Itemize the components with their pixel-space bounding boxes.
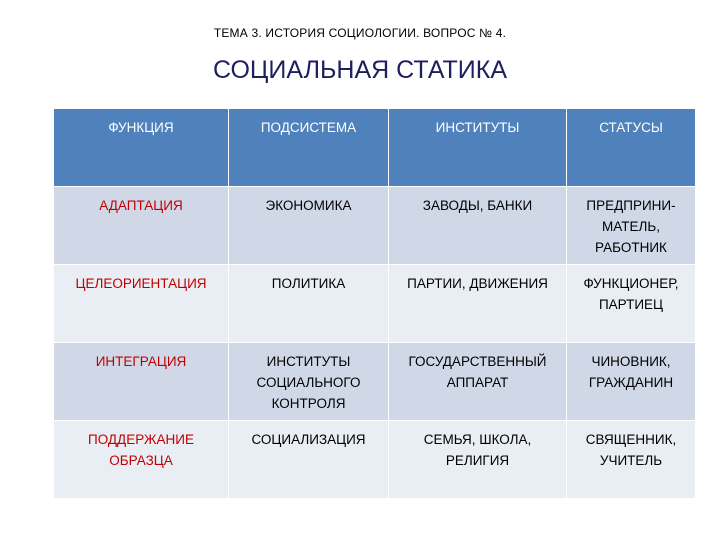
cell-statuses: ПРЕДПРИНИ-МАТЕЛЬ, РАБОТНИК	[567, 187, 696, 265]
column-header-function: ФУНКЦИЯ	[54, 109, 229, 187]
statics-table	[53, 108, 696, 499]
cell-statuses: ФУНКЦИОНЕР, ПАРТИЕЦ	[567, 265, 696, 343]
table-row	[54, 265, 696, 343]
cell-institutions: ГОСУДАРСТВЕННЫЙ АППАРАТ	[389, 343, 567, 421]
slide-subtitle: ТЕМА 3. ИСТОРИЯ СОЦИОЛОГИИ. ВОПРОС № 4.	[213, 26, 507, 40]
cell-institutions: ПАРТИИ, ДВИЖЕНИЯ	[389, 265, 567, 343]
cell-function: ЦЕЛЕОРИЕНТАЦИЯ	[54, 265, 229, 343]
table-row	[54, 187, 696, 265]
slide-title: СОЦИАЛЬНАЯ СТАТИКА	[212, 56, 508, 84]
cell-statuses: СВЯЩЕННИК, УЧИТЕЛЬ	[567, 421, 696, 499]
table-row	[54, 421, 696, 499]
column-header-statuses: СТАТУСЫ	[567, 109, 696, 187]
column-header-subsystem: ПОДСИСТЕМА	[229, 109, 389, 187]
cell-function: АДАПТАЦИЯ	[54, 187, 229, 265]
table-row	[54, 343, 696, 421]
cell-statuses: ЧИНОВНИК, ГРАЖДАНИН	[567, 343, 696, 421]
table-header-row	[54, 109, 696, 187]
cell-subsystem: ИНСТИТУТЫ СОЦИАЛЬНОГО КОНТРОЛЯ	[229, 343, 389, 421]
cell-function: ИНТЕГРАЦИЯ	[54, 343, 229, 421]
column-header-institutions: ИНСТИТУТЫ	[389, 109, 567, 187]
cell-subsystem: ЭКОНОМИКА	[229, 187, 389, 265]
cell-institutions: СЕМЬЯ, ШКОЛА, РЕЛИГИЯ	[389, 421, 567, 499]
cell-function: ПОДДЕРЖАНИЕ ОБРАЗЦА	[54, 421, 229, 499]
cell-subsystem: ПОЛИТИКА	[229, 265, 389, 343]
cell-subsystem: СОЦИАЛИЗАЦИЯ	[229, 421, 389, 499]
cell-institutions: ЗАВОДЫ, БАНКИ	[389, 187, 567, 265]
